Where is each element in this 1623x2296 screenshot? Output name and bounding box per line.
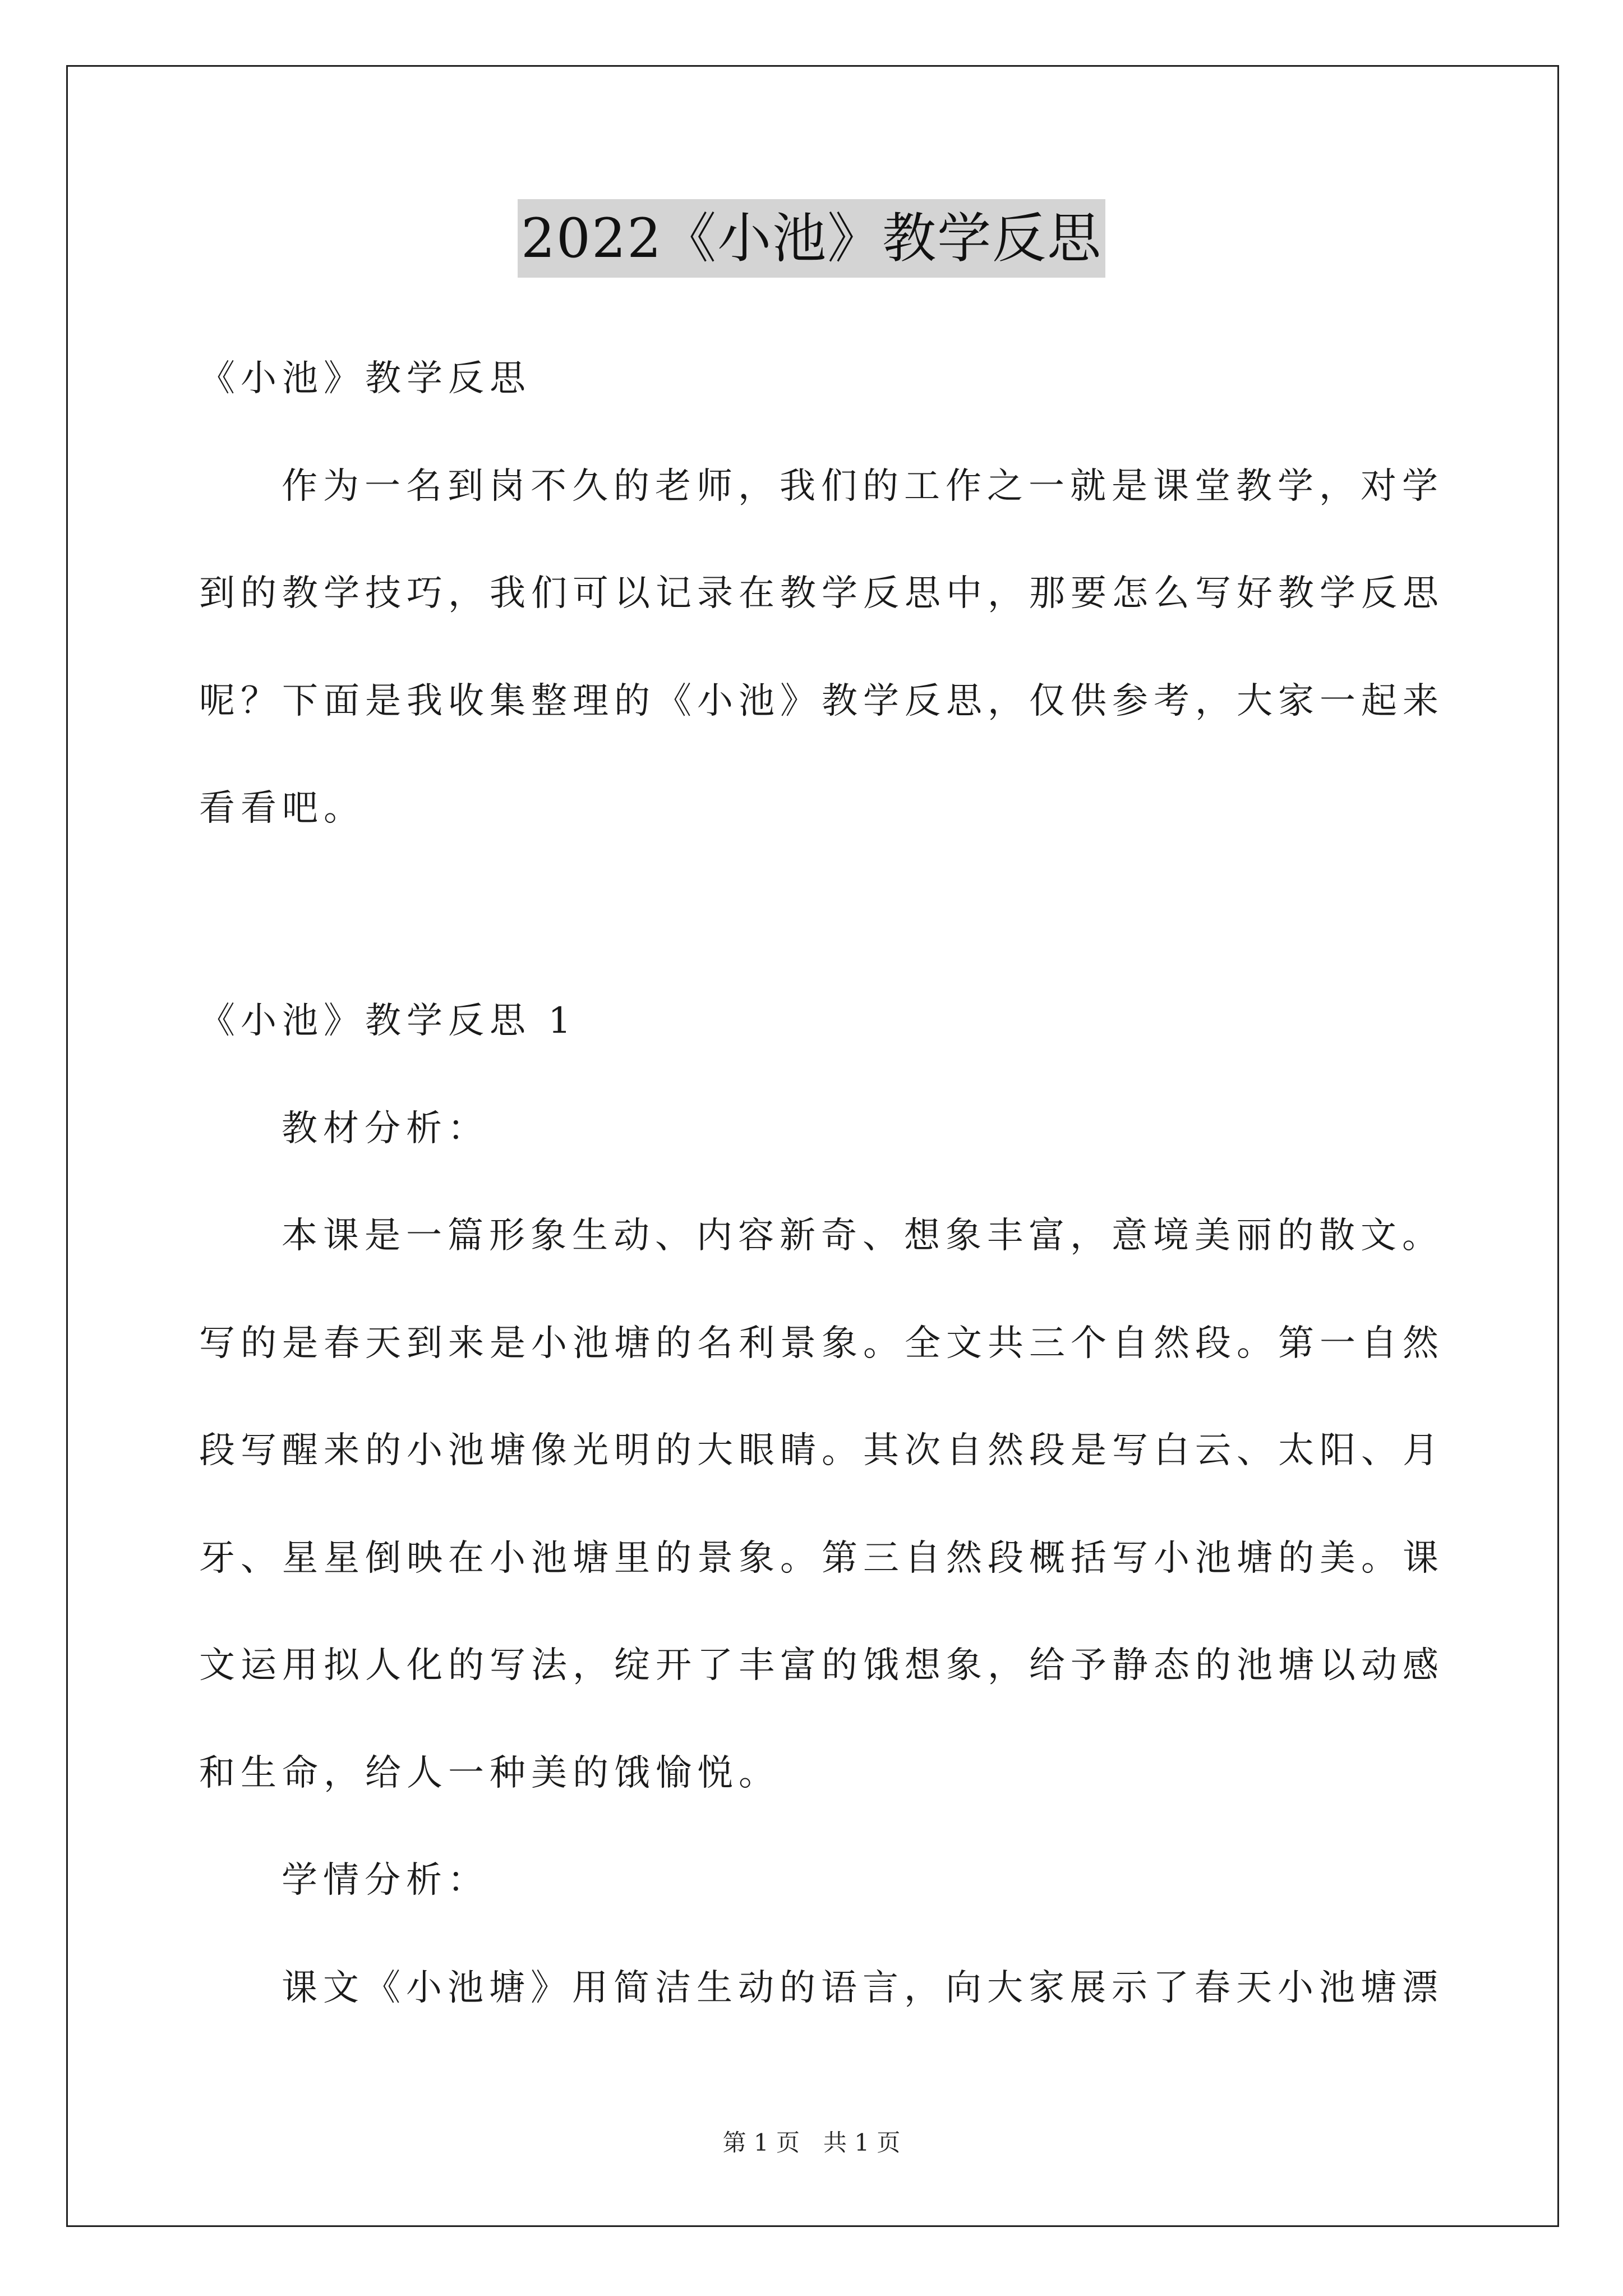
subtitle: 《小池》教学反思: [199, 358, 531, 399]
paragraph-line: 段写醒来的小池塘像光明的大眼睛。其次自然段是写白云、太阳、月: [199, 1430, 1444, 1471]
paragraph-line: 牙、星星倒映在小池塘里的景象。第三自然段概括写小池塘的美。课: [199, 1538, 1444, 1579]
section-heading: 《小池》教学反思 1: [199, 1000, 577, 1042]
paragraph-line: 作为一名到岗不久的老师，我们的工作之一就是课堂教学，对学: [282, 466, 1444, 507]
paragraph-line: 本课是一篇形象生动、内容新奇、想象丰富，意境美丽的散文。: [282, 1215, 1444, 1257]
paragraph-line: 呢？下面是我收集整理的《小池》教学反思，仅供参考，大家一起来: [199, 680, 1444, 722]
paragraph-line: 文运用拟人化的写法，绽开了丰富的饿想象，给予静态的池塘以动感: [199, 1645, 1444, 1686]
paragraph-line: 到的教学技巧，我们可以记录在教学反思中，那要怎么写好教学反思: [199, 573, 1444, 614]
paragraph-line: 课文《小池塘》用简洁生动的语言，向大家展示了春天小池塘漂: [282, 1967, 1444, 2009]
page-footer: 第 1 页 共 1 页: [722, 2129, 901, 2156]
subheading: 教材分析：: [282, 1108, 489, 1149]
title-container: [0, 199, 1623, 278]
paragraph-line: 和生命，给人一种美的饿愉悦。: [199, 1752, 780, 1794]
document-title: 2022《小池》教学反思: [518, 199, 1105, 278]
paragraph-line: 写的是春天到来是小池塘的名利景象。全文共三个自然段。第一自然: [199, 1323, 1444, 1364]
subheading: 学情分析：: [282, 1860, 489, 1901]
paragraph-line: 看看吧。: [199, 788, 365, 829]
